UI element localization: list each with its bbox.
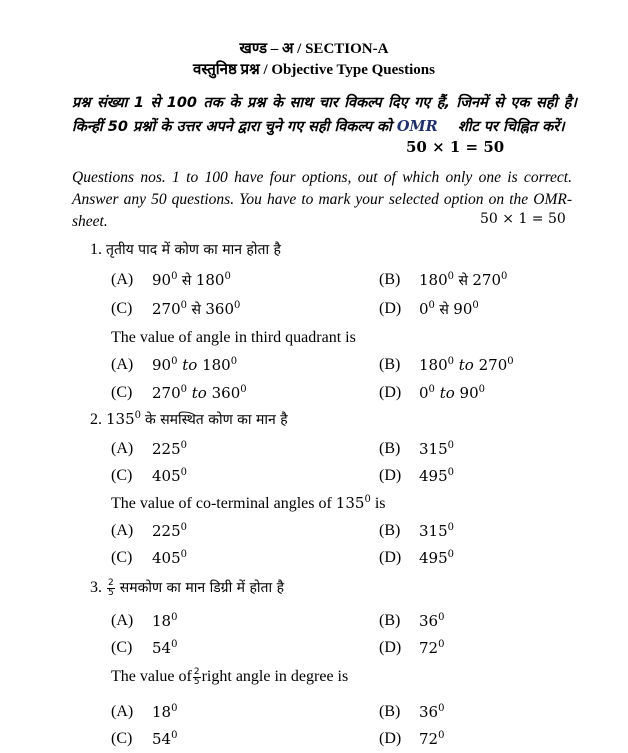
option-label: (A) [111, 271, 134, 288]
english-instructions: Questions nos. 1 to 100 have four options, out of which only one is correct. Answer any 50 questions. You have to mark your selected option on the OMR-sheet. [72, 169, 572, 230]
option-d [419, 384, 485, 402]
option-b [419, 271, 507, 290]
option-label: (C) [111, 730, 133, 747]
option-label: (D) [379, 300, 402, 317]
degree-mark: 0 [447, 356, 455, 367]
option-label: (C) [111, 384, 133, 401]
angle-value [152, 703, 177, 721]
degree-mark: 0 [438, 730, 445, 741]
option-label: (A) [111, 522, 134, 539]
option-a [152, 612, 177, 630]
degree-mark: 0 [134, 410, 142, 421]
angle-value [152, 612, 177, 630]
fraction-denominator: 5 [193, 677, 200, 687]
angle-value [196, 271, 231, 289]
angle-number: 72 [419, 730, 439, 748]
degree-mark: 0 [447, 440, 455, 451]
option-label: (A) [111, 612, 134, 629]
angle-value [472, 271, 507, 289]
fraction [193, 668, 201, 687]
range-separator: से [177, 273, 196, 289]
angle-value [152, 384, 187, 402]
angle-number: 135 [335, 494, 365, 512]
degree-mark: 0 [240, 384, 247, 395]
fraction-numerator: 2 [108, 577, 114, 588]
angle-number: 90 [152, 356, 172, 374]
degree-mark: 0 [180, 300, 188, 311]
angle-value [152, 300, 187, 318]
question-number: 1. [90, 241, 102, 258]
option-a [152, 522, 187, 540]
option-c [152, 384, 247, 402]
degree-mark: 0 [230, 356, 238, 367]
degree-mark: 0 [180, 467, 188, 478]
option-b [419, 356, 514, 374]
question-1-english: The value of angle in third quadrant is [111, 329, 356, 346]
option-b [419, 612, 444, 630]
angle-value [479, 356, 514, 374]
range-separator: to [434, 384, 460, 402]
degree-mark: 0 [180, 440, 188, 451]
degree-mark: 0 [438, 703, 445, 714]
question-2-english [111, 494, 385, 513]
option-label: (C) [111, 467, 133, 484]
range-separator: to [454, 356, 479, 374]
option-label: (A) [111, 703, 134, 720]
angle-number: 36 [419, 612, 439, 630]
degree-mark: 0 [438, 612, 445, 623]
option-d [419, 639, 444, 657]
option-a [152, 271, 231, 290]
angle-value [460, 384, 485, 402]
angle-value [419, 730, 444, 748]
angle-number: 36 [419, 703, 439, 721]
question-text: के समस्थित कोण का मान है [145, 412, 288, 428]
question-text: तृतीय पाद में कोण का मान होता है [106, 242, 281, 258]
angle-number: 180 [419, 271, 448, 289]
angle-value [419, 639, 444, 657]
angle-number: 495 [419, 549, 448, 567]
angle-value [419, 300, 435, 318]
range-separator: to [187, 384, 212, 402]
angle-number: 270 [152, 384, 181, 402]
omr-label: OMR [396, 118, 438, 135]
angle-value [336, 494, 371, 512]
angle-value [419, 549, 454, 567]
angle-value [152, 356, 177, 374]
range-separator: to [177, 356, 203, 374]
angle-value [419, 271, 454, 289]
angle-number: 225 [152, 440, 181, 458]
range-separator: से [454, 273, 473, 289]
angle-value [419, 440, 454, 458]
hindi-instruction-text-2: शीट पर चिह्नित करें। [457, 119, 565, 135]
angle-value [152, 730, 177, 748]
fraction [107, 579, 115, 598]
degree-mark: 0 [472, 300, 479, 311]
question-2-hindi [90, 410, 288, 429]
question-text: समकोण का मान डिग्री में होता है [119, 580, 285, 596]
option-label: (D) [379, 384, 402, 401]
angle-value [152, 549, 187, 567]
degree-mark: 0 [478, 384, 485, 395]
option-b [419, 703, 444, 721]
angle-number: 315 [419, 440, 448, 458]
option-a [152, 440, 187, 458]
angle-number: 180 [419, 356, 448, 374]
degree-mark: 0 [180, 549, 188, 560]
hindi-instructions [72, 92, 577, 139]
degree-mark: 0 [171, 703, 178, 714]
angle-number: 270 [472, 271, 502, 289]
angle-number: 135 [106, 410, 135, 428]
angle-value [152, 639, 177, 657]
angle-value [205, 300, 240, 318]
angle-number: 405 [152, 549, 181, 567]
degree-mark: 0 [171, 639, 178, 650]
degree-mark: 0 [447, 549, 455, 560]
option-label: (D) [379, 467, 402, 484]
question-text: The value of co-terminal angles of [111, 495, 332, 512]
angle-number: 405 [152, 467, 181, 485]
degree-mark: 0 [438, 639, 445, 650]
angle-value [106, 410, 141, 428]
angle-value [453, 300, 478, 318]
angle-value [152, 467, 187, 485]
degree-mark: 0 [428, 384, 435, 395]
degree-mark: 0 [171, 730, 178, 741]
option-label: (B) [379, 612, 401, 629]
option-label: (B) [379, 356, 401, 373]
option-label: (C) [111, 300, 133, 317]
section-subtitle: वस्तुनिष्ठ प्रश्न / Objective Type Questions [193, 62, 435, 78]
hindi-instruction-text-1: प्रश्न संख्या 1 से 100 तक के प्रश्न के साथ चार विकल्प दिए गए हैं, जिनमें से एक सही है। किन्हीं 50 प्रश्नों के उत्तर अपने द्वारा चुने गए सही विकल्प को [72, 95, 577, 135]
angle-number: 0 [419, 384, 429, 402]
degree-mark: 0 [364, 494, 371, 505]
option-c [152, 730, 177, 748]
angle-value [152, 271, 177, 289]
degree-mark: 0 [428, 300, 435, 311]
option-c [152, 467, 187, 485]
option-label: (D) [379, 549, 402, 566]
angle-number: 225 [152, 522, 181, 540]
angle-number: 90 [152, 271, 172, 289]
option-label: (C) [111, 639, 133, 656]
option-c [152, 300, 240, 319]
option-c [152, 639, 177, 657]
angle-number: 360 [211, 384, 241, 402]
option-label: (B) [379, 271, 401, 288]
question-3-hindi [90, 578, 284, 598]
angle-value [202, 356, 237, 374]
degree-mark: 0 [447, 467, 455, 478]
option-label: (A) [111, 356, 134, 373]
option-b [419, 440, 454, 458]
angle-value [419, 522, 454, 540]
angle-value [152, 522, 187, 540]
angle-number: 54 [152, 730, 172, 748]
option-label: (B) [379, 522, 401, 539]
angle-number: 54 [152, 639, 172, 657]
angle-number: 90 [453, 300, 473, 318]
section-heading: खण्ड – अ / SECTION-A [239, 41, 389, 57]
angle-value [419, 467, 454, 485]
degree-mark: 0 [171, 612, 178, 623]
angle-number: 180 [202, 356, 231, 374]
angle-number: 18 [152, 703, 172, 721]
angle-number: 0 [419, 300, 429, 318]
question-text: right angle in degree is [201, 668, 349, 686]
question-number: 2. [90, 411, 102, 428]
option-d [419, 300, 479, 319]
question-3-english [111, 668, 348, 687]
angle-number: 270 [152, 300, 181, 318]
question-prefix: The value of [111, 668, 192, 686]
angle-value [212, 384, 247, 402]
degree-mark: 0 [180, 384, 188, 395]
option-a [152, 356, 237, 374]
option-label: (B) [379, 703, 401, 720]
english-marks: 50 × 1 = 50 [480, 211, 566, 227]
degree-mark: 0 [171, 271, 178, 282]
option-label: (B) [379, 440, 401, 457]
option-d [419, 467, 454, 485]
fraction-numerator: 2 [193, 667, 200, 677]
angle-number: 270 [478, 356, 508, 374]
range-separator: से [187, 302, 206, 318]
question-number: 3. [90, 579, 102, 596]
hindi-marks: 50 × 1 = 50 [406, 138, 505, 156]
angle-value [419, 612, 444, 630]
question-suffix: is [374, 495, 386, 512]
option-label: (C) [111, 549, 133, 566]
degree-mark: 0 [234, 300, 241, 311]
degree-mark: 0 [171, 356, 178, 367]
angle-number: 90 [459, 384, 479, 402]
degree-mark: 0 [507, 356, 514, 367]
angle-number: 18 [152, 612, 172, 630]
option-label: (D) [379, 639, 402, 656]
degree-mark: 0 [501, 271, 508, 282]
angle-value [152, 440, 187, 458]
angle-value [419, 703, 444, 721]
question-1-hindi [90, 240, 281, 259]
angle-number: 360 [205, 300, 235, 318]
angle-number: 180 [195, 271, 225, 289]
degree-mark: 0 [180, 522, 188, 533]
angle-number: 315 [419, 522, 448, 540]
degree-mark: 0 [447, 522, 455, 533]
fraction-denominator: 5 [108, 587, 114, 598]
option-c [152, 549, 187, 567]
angle-value [419, 384, 435, 402]
angle-number: 72 [419, 639, 439, 657]
option-label: (A) [111, 440, 134, 457]
option-a [152, 703, 177, 721]
option-d [419, 730, 444, 748]
degree-mark: 0 [447, 271, 455, 282]
degree-mark: 0 [224, 271, 231, 282]
angle-value [419, 356, 454, 374]
option-d [419, 549, 454, 567]
angle-number: 495 [419, 467, 448, 485]
option-label: (D) [379, 730, 402, 747]
range-separator: से [434, 302, 454, 318]
option-b [419, 522, 454, 540]
